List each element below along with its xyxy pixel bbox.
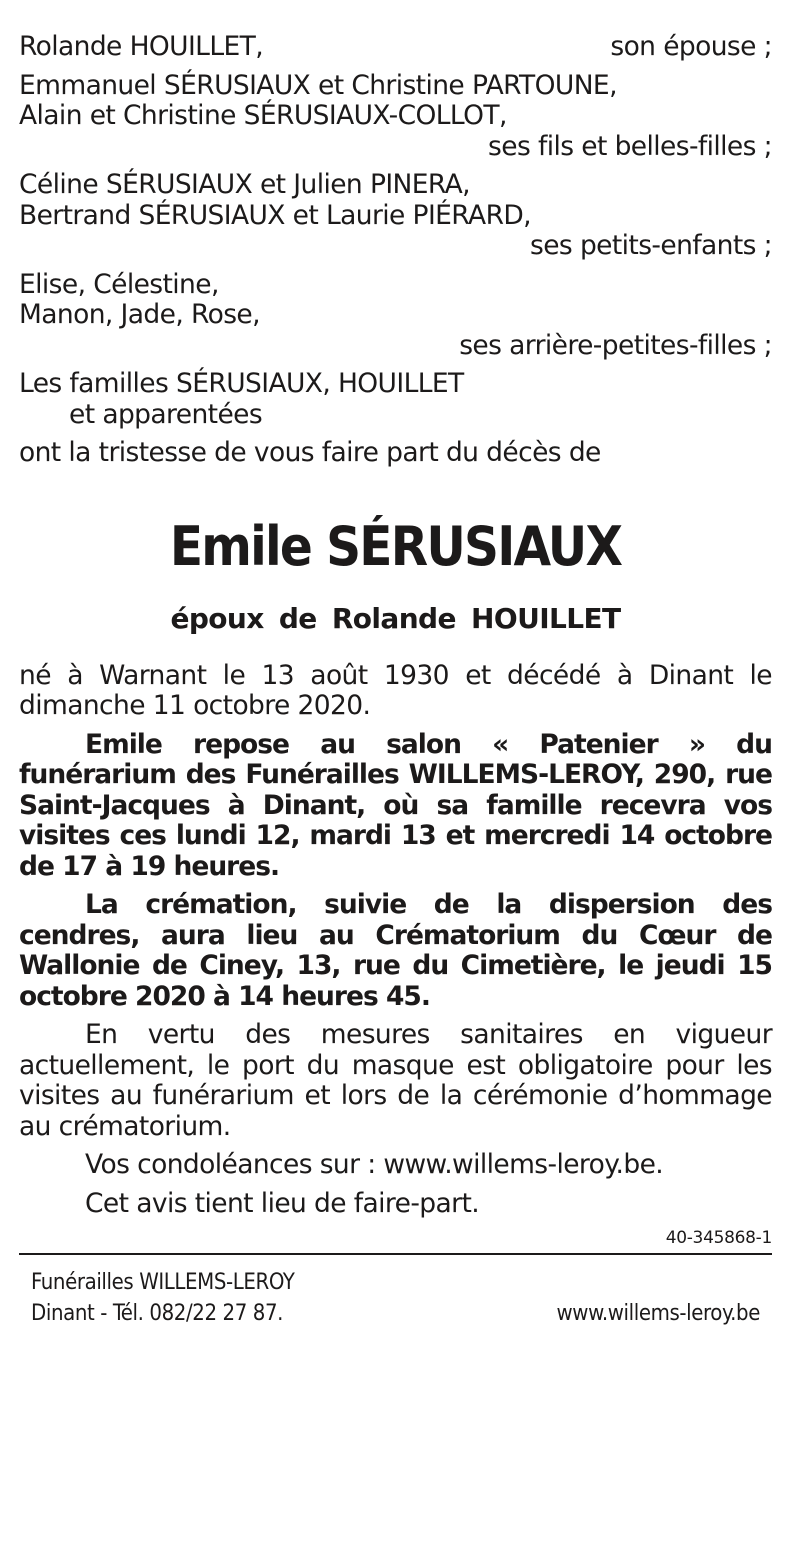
footer-contact-row: [31, 1298, 760, 1329]
funeral-home-address-phone: Dinant - Tél. 082/22 27 87.: [31, 1301, 284, 1326]
deceased-spouse-of: époux de Rolande HOUILLET: [170, 601, 621, 635]
great-grandchildren-role: ses arrière-petites-filles ;: [459, 329, 772, 361]
grandchild-line: Céline SÉRUSIAUX et Julien PINERA,: [19, 169, 470, 200]
spouse-row: [19, 32, 772, 63]
funeral-home-name: Funérailles WILLEMS-LEROY: [31, 1270, 295, 1295]
funeral-home-website-link[interactable]: www.willems-leroy.be: [556, 1301, 760, 1326]
announcement-line: ont la tristesse de vous faire part du décès de: [19, 437, 601, 468]
notice-paragraph: Cet avis tient lieu de faire-part.: [85, 1187, 480, 1219]
spouse-name: Rolande HOUILLET,: [19, 31, 264, 62]
families-related-line: et apparentées: [69, 398, 263, 430]
great-grandchild-line: Elise, Célestine,: [19, 268, 219, 300]
son-line: Emmanuel SÉRUSIAUX et Christine PARTOUNE,: [19, 69, 617, 101]
grandchildren-role: ses petits-enfants ;: [530, 230, 772, 261]
great-grandchild-line: Manon, Jade, Rose,: [19, 299, 260, 330]
visitation-paragraph: Emile repose au salon « Patenier » du funérarium des Funérailles WILLEMS-LEROY, 290, rue Saint-Jacques à Dinant, où sa famille recevra vos visites ces lundi 12, mardi 13 et mercredi 14 octobre de 17 à 19 heures.: [19, 728, 772, 882]
family-list: [19, 32, 772, 469]
notice-body: [19, 661, 772, 1220]
funeral-home-footer: [19, 1255, 772, 1329]
son-line: Alain et Christine SÉRUSIAUX-COLLOT,: [19, 100, 507, 131]
reference-number: 40-345868-1: [665, 1228, 772, 1248]
condolences-paragraph: Vos condoléances sur : www.willems-leroy.be.: [85, 1149, 664, 1180]
deceased-name: Emile SÉRUSIAUX: [169, 514, 622, 578]
families-line: Les familles SÉRUSIAUX, HOUILLET: [19, 368, 464, 399]
birth-death-paragraph: né à Warnant le 13 août 1930 et décédé à Dinant le dimanche 11 octobre 2020.: [19, 659, 772, 721]
sanitary-paragraph: En vertu des mesures sanitaires en vigueur actuellement, le port du masque est obligatoire pour les visites au funérarium et lors de la cérémonie d’hommage au crématorium.: [19, 1019, 772, 1142]
spouse-role: son épouse ;: [610, 31, 772, 62]
sons-role: ses fils et belles-filles ;: [488, 130, 772, 162]
grandchild-line: Bertrand SÉRUSIAUX et Laurie PIÉRARD,: [19, 199, 532, 231]
cremation-paragraph: La crémation, suivie de la dispersion des cendres, aura lieu au Crématorium du Cœur de Wallonie de Ciney, 13, rue du Cimetière, le jeudi 15 octobre 2020 à 14 heures 45.: [19, 889, 772, 1012]
footer-company-row: [31, 1267, 760, 1298]
